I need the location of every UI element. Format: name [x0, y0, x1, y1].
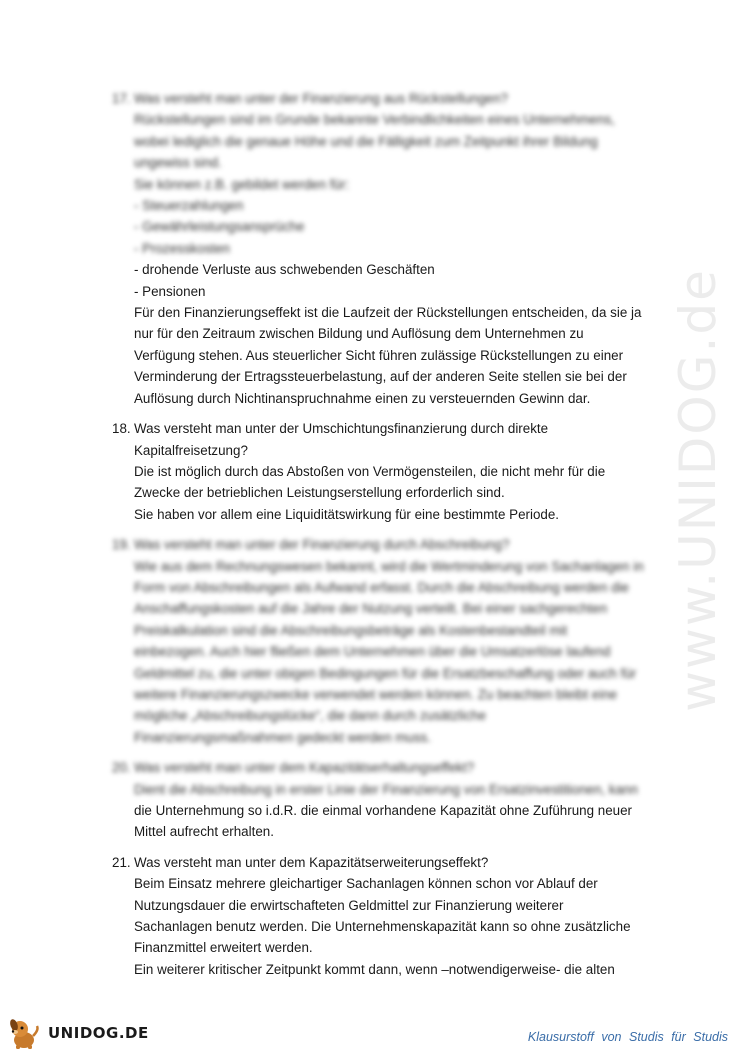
watermark [652, 240, 744, 740]
text-line: Sie haben vor allem eine Liquiditätswirkung für eine bestimmte Periode. [134, 506, 560, 522]
question-number: 21. [112, 854, 131, 870]
blurred-line: Finanzierungsmaßnahmen gedeckt werden muss. [134, 729, 431, 745]
blurred-line: Was versteht man unter der Finanzierung aus Rückstellungen? [134, 91, 508, 106]
question-title: Was versteht man unter dem Kapazitätserweiterungseffekt? [134, 854, 489, 870]
question-number: 17. [112, 91, 131, 106]
blurred-line: weitere Finanzierungszwecke verwendet werden können. Zu beachten bleibt eine [134, 686, 618, 702]
watermark-text: www.UNIDOG.de [669, 268, 728, 712]
blurred-line: Preiskalkulation sind die Abschreibungsbeträge als Kostenbestandteil mit [134, 622, 568, 638]
text-line: Für den Finanzierungseffekt ist die Laufzeit der Rückstellungen entscheiden, da sie ja [134, 305, 642, 321]
blurred-line: Rückstellungen sind im Grunde bekannte Verbindlichkeiten eines Unternehmens, [134, 112, 615, 128]
blurred-line: Was versteht man unter der Finanzierung durch Abschreibung? [134, 537, 510, 553]
footer-logo[interactable] [6, 1016, 149, 1050]
text-line: Sachanlagen benutz werden. Die Unternehmenskapazität kann so ohne zusätzliche [134, 919, 631, 935]
text-line: Finanzmittel erweitert werden. [134, 940, 313, 956]
question-20 [112, 757, 657, 843]
document-content [112, 88, 657, 980]
footer-tagline: Klausurstoff von Studis für Studis [527, 1030, 728, 1044]
blurred-line: Geldmittel zu, die unter obigen Bedingungen für die Ersatzbeschaffung oder auch für [134, 665, 637, 681]
text-line: Nutzungsdauer die erwirtschafteten Geldmittel zur Finanzierung weiterer [134, 897, 564, 913]
text-line: Beim Einsatz mehrere gleichartiger Sachanlagen können schon vor Ablauf der [134, 876, 598, 892]
question-title: Was versteht man unter der Umschichtungsfinanzierung durch direkte [134, 421, 549, 437]
blurred-line: Wie aus dem Rechnungswesen bekannt, wird die Wertminderung von Sachanlagen in [134, 558, 644, 574]
blurred-line: Sie können z.B. gebildet werden für: [134, 176, 350, 192]
blurred-line: Dient die Abschreibung in erster Linie der Finanzierung von Ersatzinvestitionen, kann [134, 781, 638, 797]
question-title: Kapitalfreisetzung? [134, 442, 248, 458]
blurred-line: wobei lediglich die genaue Höhe und die Fälligkeit zum Zeitpunkt ihrer Bildung [134, 133, 598, 149]
text-line: - drohende Verluste aus schwebenden Geschäften [134, 262, 435, 278]
text-line: die Unternehmung so i.d.R. die einmal vorhandene Kapazität ohne Zuführung neuer [134, 803, 633, 818]
question-number: 18. [112, 421, 131, 437]
blurred-line: - Gewährleistungsansprüche [134, 219, 305, 235]
blurred-line: Was versteht man unter dem Kapazitätserhaltungseffekt? [134, 760, 475, 776]
text-line: Zwecke der betrieblichen Leistungserstellung erforderlich sind. [134, 485, 505, 501]
dog-mascot-icon [6, 1016, 42, 1050]
blurred-line: einbezogen. Auch hier fließen dem Unternehmen über die Umsatzerlöse laufend [134, 644, 611, 660]
blurred-line: - Steuerzahlungen [134, 198, 244, 214]
text-line: Verminderung der Ertragssteuerbelastung, auf der anderen Seite stellen sie bei der [134, 369, 627, 385]
text-line: Auflösung durch Nichtinanspruchnahme einen zu versteuernden Gewinn dar. [134, 390, 591, 406]
text-line: Die ist möglich durch das Abstoßen von Vermögensteilen, die nicht mehr für die [134, 463, 606, 479]
text-line: Ein weiterer kritischer Zeitpunkt kommt dann, wenn –notwendigerweise- die alten [134, 961, 615, 977]
blurred-line: - Prozesskosten [134, 240, 231, 256]
question-number: 20. [112, 760, 131, 776]
logo-text: UNIDOG.DE [48, 1024, 149, 1042]
question-18 [112, 418, 657, 525]
question-17 [112, 88, 657, 409]
text-line: - Pensionen [134, 283, 206, 299]
text-line: Mittel aufrecht erhalten. [134, 824, 274, 840]
blurred-line: Form von Abschreibungen als Aufwand erfasst. Durch die Abschreibung werden die [134, 579, 629, 595]
blurred-line: ungewiss sind. [134, 155, 222, 171]
blurred-line: mögliche „Abschreibungslücke“, die dann durch zusätzliche [134, 708, 487, 724]
question-19 [112, 534, 657, 748]
text-line: nur für den Zeitraum zwischen Bildung und Auflösung dem Unternehmen zu [134, 326, 584, 342]
question-number: 19. [112, 537, 131, 553]
question-21 [112, 852, 657, 980]
text-line: Verfügung stehen. Aus steuerlicher Sicht führen zulässige Rückstellungen zu einer [134, 347, 624, 363]
blurred-line: Anschaffungskosten auf die Jahre der Nutzung verteilt. Bei einer sachgerechten [134, 601, 608, 617]
